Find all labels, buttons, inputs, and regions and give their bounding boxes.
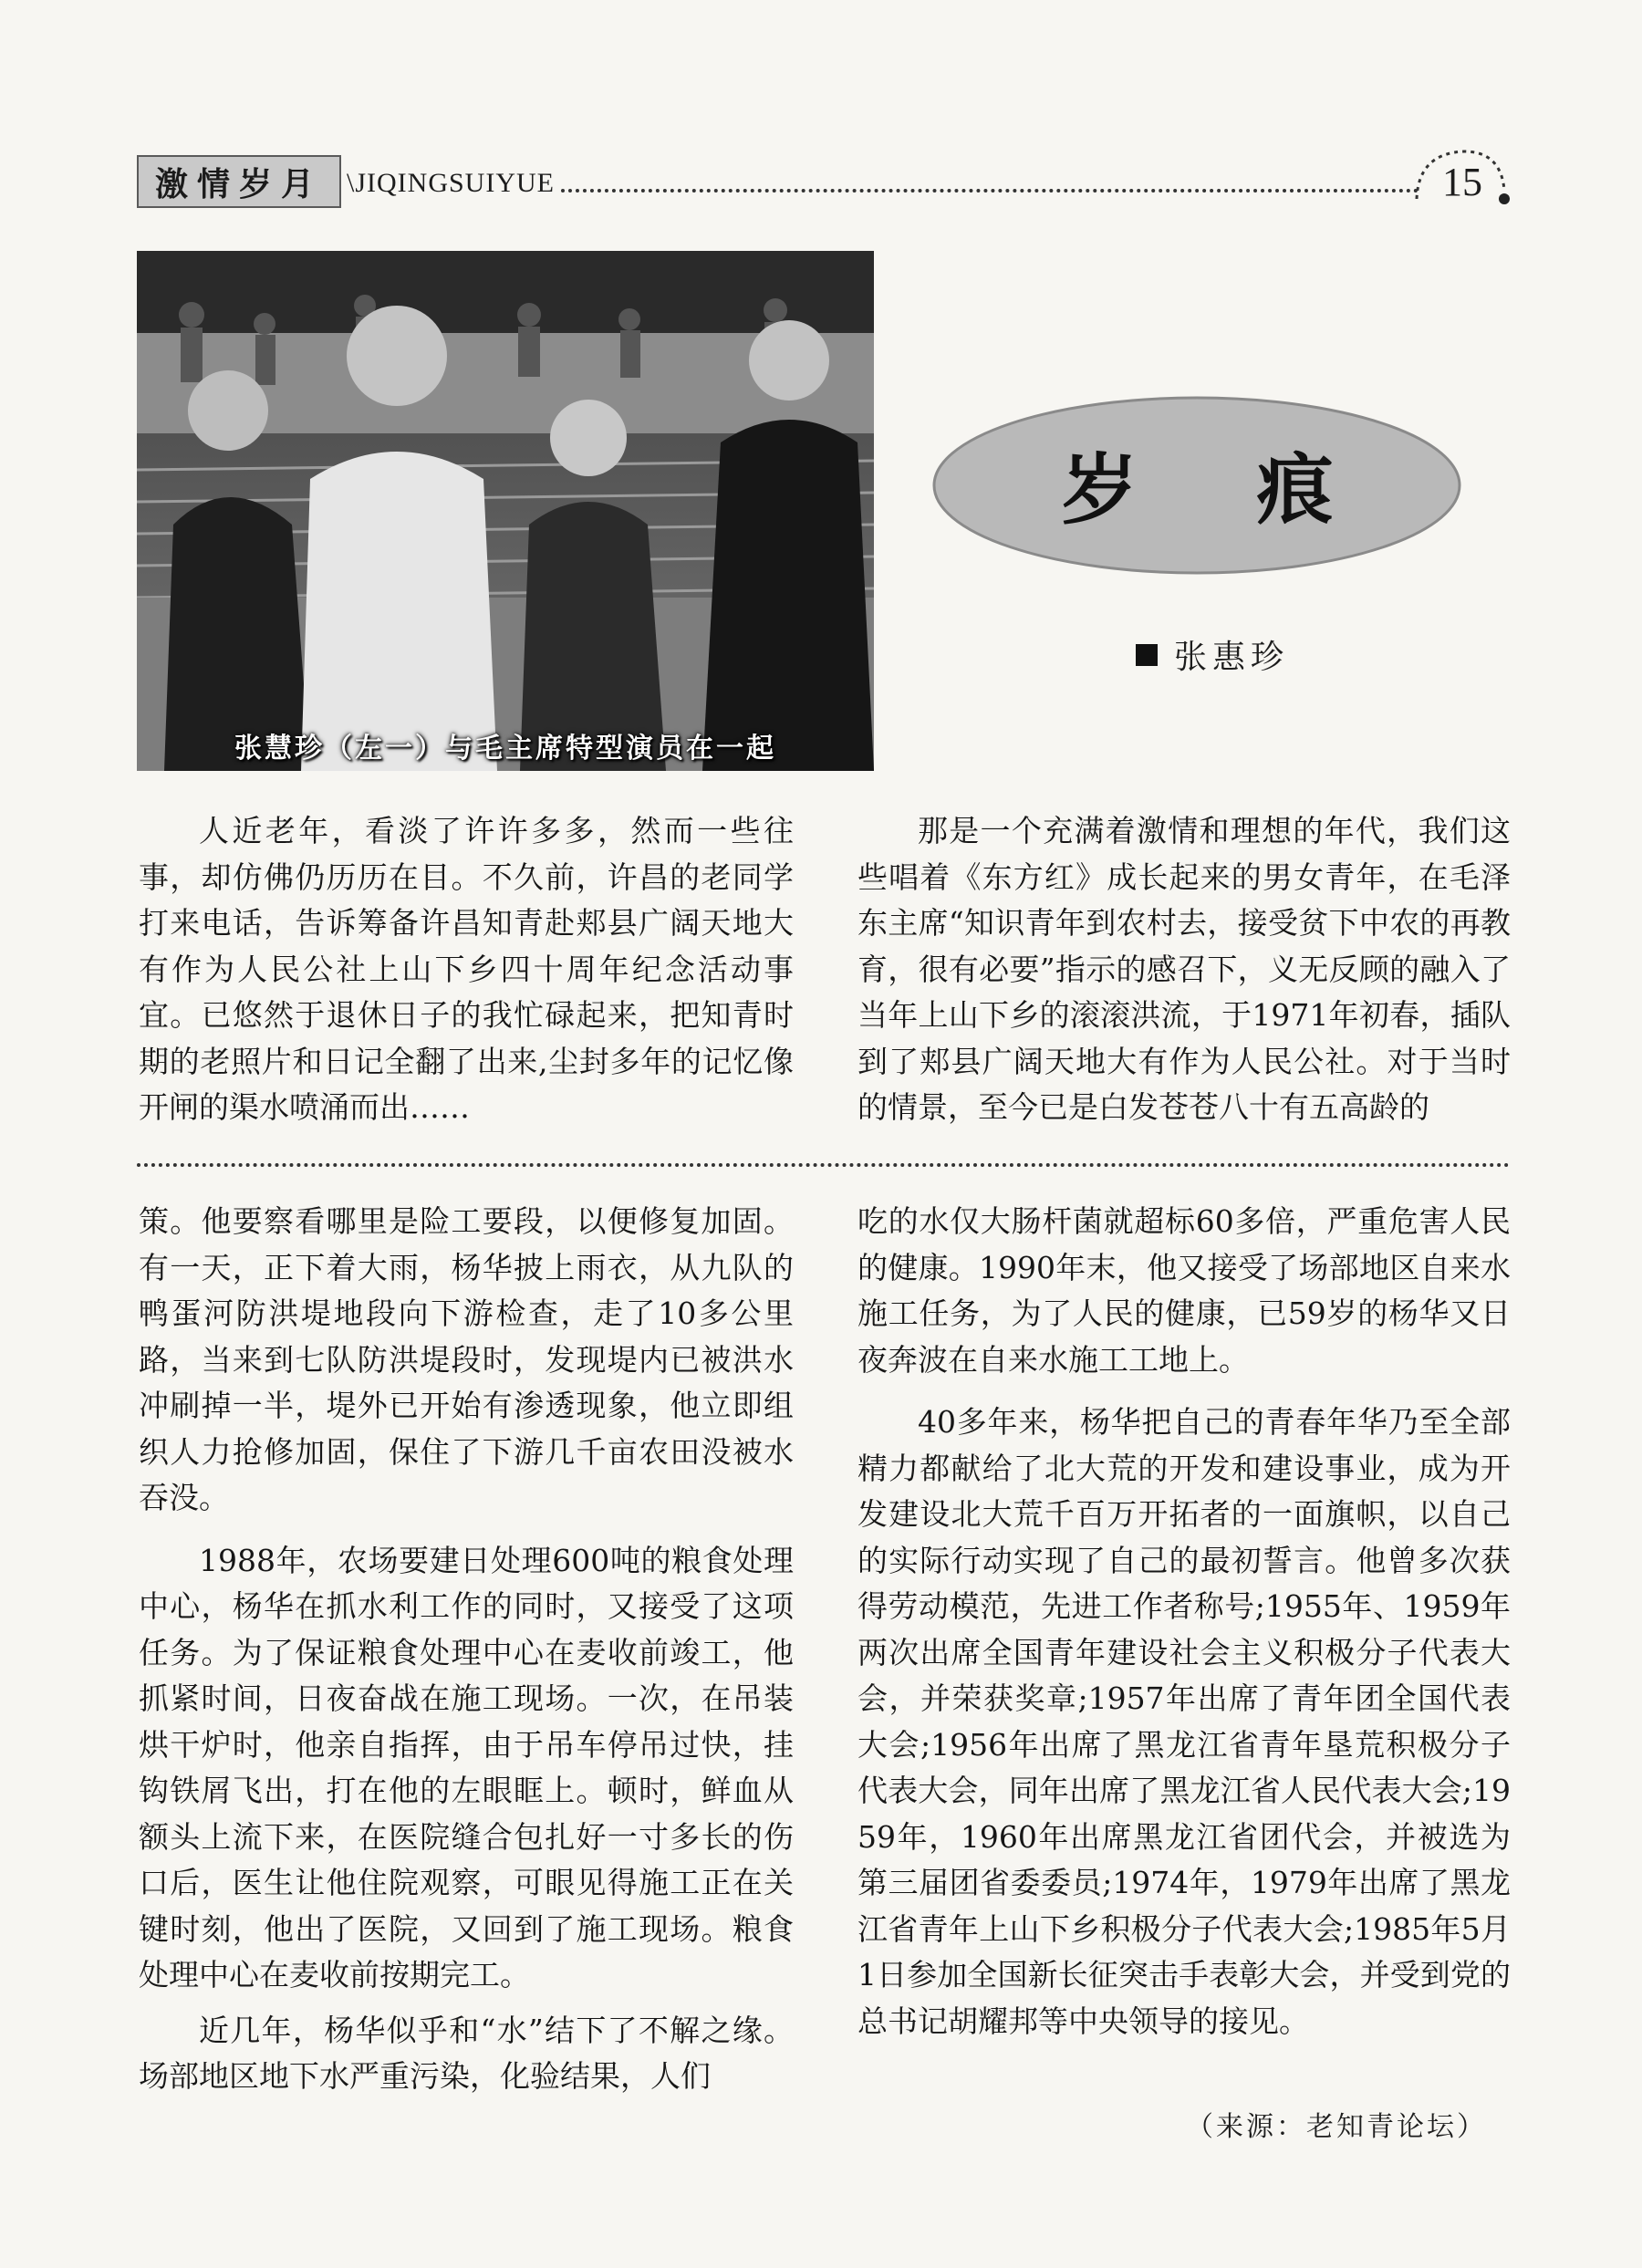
article-title <box>930 429 1464 538</box>
section-badge: 激情岁月 <box>137 155 341 208</box>
page-number: 15 <box>1442 159 1482 204</box>
author-name: 张惠珍 <box>1174 639 1290 676</box>
upper-left-column <box>139 808 794 1131</box>
section-latin-label: \JIQINGSUIYUE <box>347 168 555 198</box>
article-photo <box>137 251 874 771</box>
source-note: （来源：老知青论坛） <box>1186 2111 1487 2143</box>
title-char-1: 岁 <box>1061 444 1138 535</box>
photo-caption: 张慧珍（左一）与毛主席特型演员在一起 <box>234 733 776 765</box>
lower-left-paragraph-1: 策。他要察看哪里是险工要段，以便修复加固。有一天，正下着大雨，杨华披上雨衣，从九队的鸭蛋河防洪堤地段向下游检查，走了10多公里路，当来到七队防洪堤段时，发现堤内已被洪水冲刷掉一半，堤外已开始有渗透现象，他立即组织人力抢修加固，保住了下游几千亩农田没被水吞没。 <box>139 1203 794 1515</box>
square-bullet-icon <box>1136 644 1158 666</box>
author-line <box>1136 631 1289 678</box>
title-char-2: 痕 <box>1256 444 1334 535</box>
upper-right-column <box>857 808 1511 1131</box>
lower-left-column <box>139 1199 794 2100</box>
upper-left-paragraph: 人近老年，看淡了许许多多，然而一些往事，却仿佛仍历历在目。不久前，许昌的老同学打来电话，告诉筹备许昌知青赴郏县广阔天地大有作为人民公社上山下乡四十周年纪念活动事宜。已悠然于退休日子的我忙碌起来，把知青时期的老照片和日记全翻了出来,尘封多年的记忆像开闸的渠水喷涌而出…… <box>139 813 794 1125</box>
lower-right-paragraph-1: 吃的水仅大肠杆菌就超标60多倍，严重危害人民的健康。1990年末，他又接受了场部地区自来水施工任务，为了人民的健康，已59岁的杨华又日夜奔波在自来水施工工地上。 <box>857 1203 1511 1378</box>
lower-left-paragraph-3: 近几年，杨华似乎和“水”结下了不解之缘。场部地区地下水严重污染，化验结果，人们 <box>139 2012 794 2094</box>
lower-left-paragraph-2: 1988年，农场要建日处理600吨的粮食处理中心，杨华在抓水利工作的同时，又接受了这项任务。为了保证粮食处理中心在麦收前竣工，他抓紧时间，日夜奋战在施工现场。一次，在吊装烘干炉时，他亲自指挥，由于吊车停吊过快，挂钩铁屑飞出，打在他的左眼眶上。顿时，鲜血从额头上流下来，在医院缝合包扎好一寸多长的伤口后，医生让他住院观察，可眼见得施工正在关键时刻，他出了医院，又回到了施工现场。粮食处理中心在麦收前按期完工。 <box>139 1542 794 1992</box>
section-dotted-rule <box>137 1163 1510 1167</box>
header-dotted-rule <box>561 189 1419 192</box>
lower-right-column <box>857 1199 1511 2044</box>
upper-right-paragraph: 那是一个充满着激情和理想的年代，我们这些唱着《东方红》成长起来的男女青年，在毛泽东主席“知识青年到农村去，接受贫下中农的再教育，很有必要”指示的感召下，义无反顾的融入了当年上山下乡的滚滚洪流，于1971年初春，插队到了郏县广阔天地大有作为人民公社。对于当时的情景，至今已是白发苍苍八十有五高龄的 <box>857 813 1511 1125</box>
lower-right-paragraph-2: 40多年来，杨华把自己的青春年华乃至全部精力都献给了北大荒的开发和建设事业，成为开发建设北大荒千百万开拓者的一面旗帜，以自己的实际行动实现了自己的最初誓言。他曾多次获得劳动模范，先进工作者称号;1955年、1959年两次出席全国青年建设社会主义积极分子代表大会，并荣获奖章;1957年出席了青年团全国代表大会;1956年出席了黑龙江省青年垦荒积极分子代表大会，同年出席了黑龙江省人民代表大会;1959年，1960年出席黑龙江省团代会，并被选为第三届团省委委员;1974年，1979年出席了黑龙江省青年上山下乡积极分子代表大会;1985年5月1日参加全国新长征突击手表彰大会，并受到党的总书记胡耀邦等中央领导的接见。 <box>857 1404 1511 2039</box>
